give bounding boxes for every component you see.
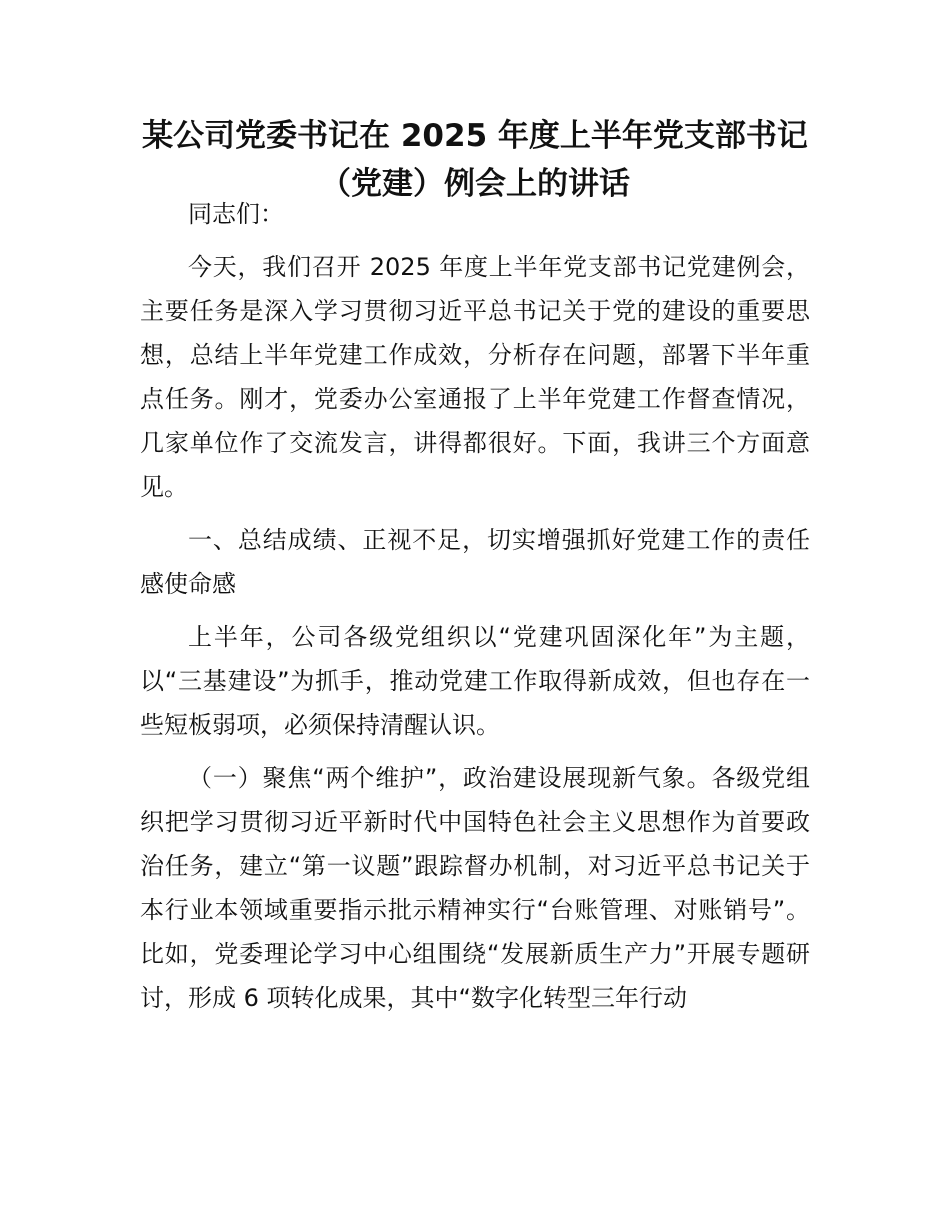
section-heading-1: 一、总结成绩、正视不足，切实增强抓好党建工作的责任感使命感	[140, 526, 810, 598]
section-1-overview-paragraph: 上半年，公司各级党组织以“党建巩固深化年”为主题，以“三基建设”为抓手，推动党建工作取得新成效，但也存在一些短板弱项，必须保持清醒认识。	[140, 623, 810, 739]
document-title: 某公司党委书记在 2025 年度上半年党支部书记（党建）例会上的讲话	[142, 118, 808, 202]
document-body	[140, 192, 810, 1029]
intro-paragraph: 今天，我们召开 2025 年度上半年党支部书记党建例会，主要任务是深入学习贯彻习近平总书记关于党的建设的重要思想，总结上半年党建工作成效，分析存在问题，部署下半年重点任务。刚才，党委办公室通报了上半年党建工作督查情况，几家单位作了交流发言，讲得都很好。下面，我讲三个方面意见。	[140, 253, 810, 501]
greeting-paragraph: 同志们：	[188, 200, 284, 228]
subsection-1-paragraph: （一）聚焦“两个维护”，政治建设展现新气象。各级党组织把学习贯彻习近平新时代中国特色社会主义思想作为首要政治任务，建立“第一议题”跟踪督办机制，对习近平总书记关于本行业本领域重要指示批示精神实行“台账管理、对账销号”。比如，党委理论学习中心组围绕“发展新质生产力”开展专题研讨，形成 6 项转化成果，其中“数字化转型三年行动	[140, 764, 810, 1012]
